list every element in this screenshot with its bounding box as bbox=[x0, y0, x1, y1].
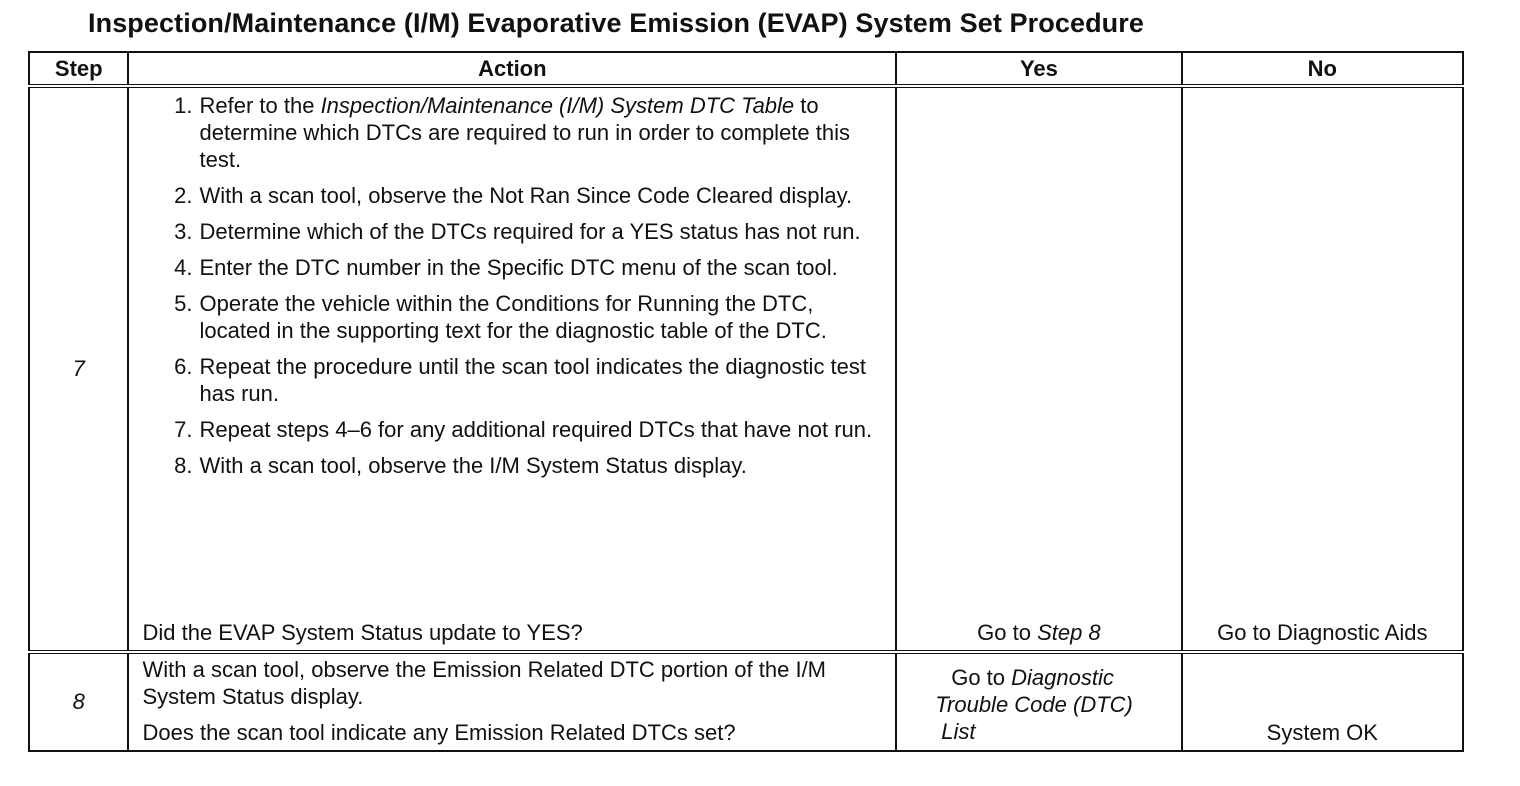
step-item-number: 8. bbox=[174, 453, 193, 478]
no-cell bbox=[1182, 652, 1463, 751]
step-item-number: 3. bbox=[174, 219, 193, 244]
step-item-text: to determine which DTCs are required to run in order to complete this test. bbox=[199, 93, 850, 172]
step-item-text: Repeat the procedure until the scan tool indicates the diagnostic test has run. bbox=[199, 354, 867, 406]
header-step: Step bbox=[29, 52, 128, 86]
yes-answer bbox=[897, 619, 1180, 646]
header-no: No bbox=[1182, 52, 1463, 86]
yes-step-reference: Step 8 bbox=[1037, 620, 1101, 645]
list-item bbox=[129, 416, 895, 443]
header-action: Action bbox=[128, 52, 896, 86]
action-question: Does the scan tool indicate any Emission Related DTCs set? bbox=[142, 720, 736, 745]
list-item bbox=[129, 218, 895, 245]
action-steps-list bbox=[129, 88, 895, 479]
step-item-number: 1. bbox=[174, 93, 193, 118]
yes-answer bbox=[935, 664, 1133, 745]
step-item-number: 4. bbox=[174, 255, 193, 280]
step-item-number: 2. bbox=[174, 183, 193, 208]
step-item-text: Enter the DTC number in the Specific DTC menu of the scan tool. bbox=[199, 255, 838, 280]
step-item-text: With a scan tool, observe the I/M System Status display. bbox=[199, 453, 747, 478]
list-item bbox=[129, 353, 895, 407]
no-cell bbox=[1182, 86, 1463, 652]
step-item-text: Refer to the bbox=[199, 93, 321, 118]
yes-cell bbox=[896, 86, 1181, 652]
step-item-number: 6. bbox=[174, 354, 193, 379]
list-item bbox=[129, 254, 895, 281]
list-item bbox=[129, 290, 895, 344]
step-item-text: Operate the vehicle within the Conditions for Running the DTC, located in the supporting text for the diagnostic table of the DTC. bbox=[199, 291, 827, 343]
step-number: 8 bbox=[29, 652, 128, 751]
step-item-text: Repeat steps 4–6 for any additional required DTCs that have not run. bbox=[199, 417, 873, 442]
yes-reference-line: Diagnostic bbox=[1011, 665, 1114, 690]
step-item-text: Determine which of the DTCs required for a YES status has not run. bbox=[199, 219, 861, 244]
list-item bbox=[129, 182, 895, 209]
yes-answer-prefix: Go to bbox=[977, 620, 1038, 645]
step-number: 7 bbox=[29, 86, 128, 652]
page-title: Inspection/Maintenance (I/M) Evaporative Emission (EVAP) System Set Procedure bbox=[88, 8, 1144, 38]
yes-cell bbox=[896, 652, 1181, 751]
header-yes: Yes bbox=[896, 52, 1181, 86]
table-row bbox=[29, 86, 1463, 652]
action-instruction: With a scan tool, observe the Emission Related DTC portion of the I/M System Status display. bbox=[142, 657, 827, 709]
table-row bbox=[29, 652, 1463, 751]
action-cell bbox=[128, 652, 896, 751]
table-reference: Inspection/Maintenance (I/M) System DTC Table bbox=[320, 93, 795, 118]
action-question: Did the EVAP System Status update to YES? bbox=[142, 620, 583, 645]
list-item bbox=[129, 452, 895, 479]
action-cell bbox=[128, 86, 896, 652]
step-item-number: 5. bbox=[174, 291, 193, 316]
table-header-row bbox=[29, 52, 1463, 86]
no-answer: Go to Diagnostic Aids bbox=[1217, 620, 1428, 645]
step-item-text: With a scan tool, observe the Not Ran Since Code Cleared display. bbox=[199, 183, 853, 208]
yes-reference-line: Trouble Code (DTC) bbox=[935, 692, 1133, 717]
list-item bbox=[129, 92, 895, 173]
procedure-table bbox=[28, 51, 1464, 752]
yes-answer-prefix: Go to bbox=[951, 665, 1012, 690]
no-answer: System OK bbox=[1266, 720, 1378, 745]
yes-reference-line: List bbox=[941, 719, 976, 744]
step-item-number: 7. bbox=[174, 417, 193, 442]
